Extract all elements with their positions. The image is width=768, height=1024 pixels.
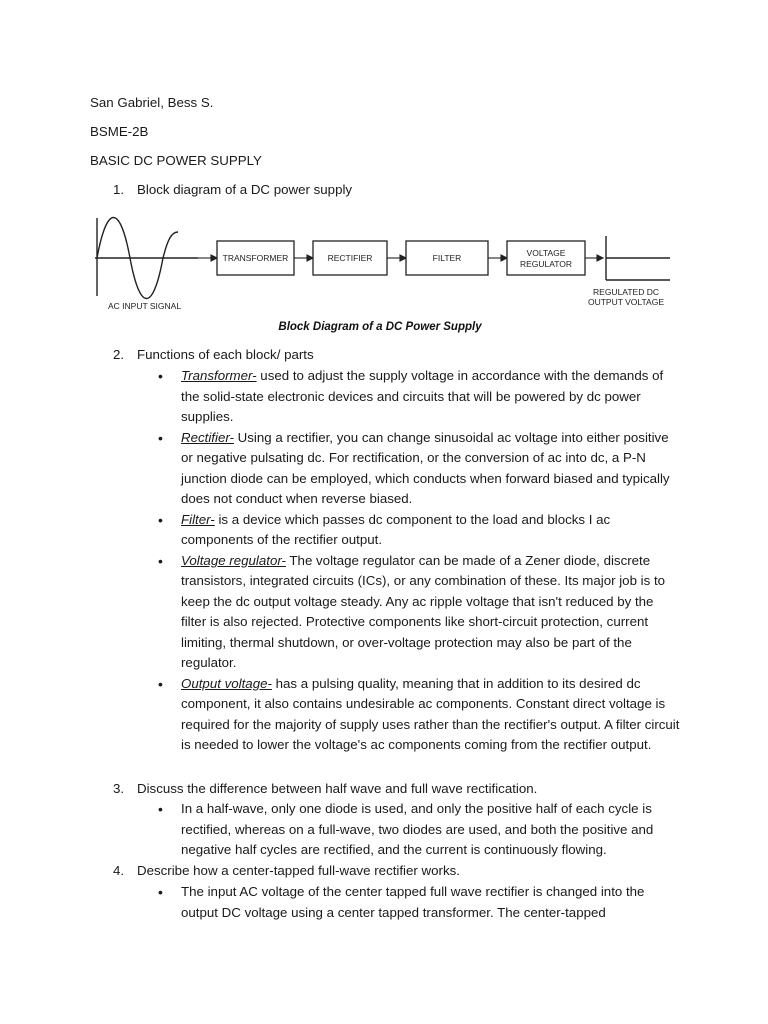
answer-text: In a half-wave, only one diode is used, and only the positive half of each cycle is rectified, whereas on a full-wave, two diodes are used, and both the positive and negative half cycles are rectified, and the current is continuously flowing. <box>181 801 654 857</box>
term-rectifier: Rectifier- <box>181 429 234 445</box>
question-3 <box>113 779 537 800</box>
list-item <box>158 428 682 510</box>
q3-answer-list <box>158 799 682 861</box>
arrow-icon <box>501 255 507 261</box>
filter-label: FILTER <box>432 253 462 263</box>
bullet-icon: • <box>158 429 163 446</box>
question-number: 3. <box>113 781 125 796</box>
bullet-icon: • <box>158 552 163 569</box>
bullet-icon: • <box>158 884 163 900</box>
list-item <box>158 510 682 551</box>
q4-answer-list <box>158 882 682 923</box>
question-text: Functions of each block/ parts <box>137 347 314 362</box>
list-item <box>158 882 682 923</box>
question-2 <box>113 345 314 366</box>
answer-text: The input AC voltage of the center tapped full wave rectifier is changed into the output DC voltage using a center tapped transformer. The center-tapped <box>181 884 645 920</box>
dc-output-graph <box>606 236 670 280</box>
output-label-line-1: REGULATED DC <box>593 287 659 297</box>
definition-text: Using a rectifier, you can change sinusoidal ac voltage into either positive or negative pulsating dc. For rectification, or the conversion of ac into dc, a P-N junction diode can be employed, which conducts when forward biased and typically does not conduct when reverse biased. <box>181 429 670 506</box>
arrow-icon <box>597 255 603 261</box>
question-text: Discuss the difference between half wave and full wave rectification. <box>137 781 538 796</box>
question-4 <box>113 861 460 882</box>
author-name: San Gabriel, Bess S. <box>90 95 214 110</box>
definition-text: has a pulsing quality, meaning that in addition to its desired dc component, it also contains undesirable ac components. Constant direct voltage is required for the majority of supply uses rather than the rectifier's output. A filter circuit is needed to lower the voltage's ac components coming from the rectifier output. <box>181 675 680 752</box>
ac-input-label: AC INPUT SIGNAL <box>108 301 182 311</box>
term-filter: Filter- <box>181 511 215 527</box>
transformer-label: TRANSFORMER <box>222 253 289 263</box>
definition-text: The voltage regulator can be made of a Zener diode, discrete transistors, integrated circuits (ICs), or any combination of these. Its major job is to keep the dc output voltage steady. Any ac ripple voltage that isn't reduced by the filter is also rejected. Protective components like short-circuit protection, current limiting, thermal shutdown, or over-voltage protection may also be part of the regulator. <box>181 552 666 670</box>
list-item <box>158 799 682 861</box>
term-transformer: Transformer- <box>181 368 257 383</box>
list-item <box>158 674 682 756</box>
term-voltage-regulator: Voltage regulator- <box>181 552 286 568</box>
question-number: 1. <box>113 182 125 197</box>
voltage-regulator-block <box>507 241 585 275</box>
question-text: Describe how a center-tapped full-wave rectifier works. <box>137 863 460 878</box>
class-section: BSME-2B <box>90 124 149 139</box>
diagram-caption: Block Diagram of a DC Power Supply <box>278 321 482 333</box>
functions-list <box>158 366 682 756</box>
list-item <box>158 551 682 674</box>
question-number: 4. <box>113 863 125 878</box>
list-item <box>158 366 682 428</box>
rectifier-label: RECTIFIER <box>327 253 373 263</box>
output-label-line-2: OUTPUT VOLTAGE <box>587 297 665 307</box>
term-output-voltage: Output voltage- <box>181 675 272 691</box>
definition-text: used to adjust the supply voltage in accordance with the demands of the solid-state electronic devices and circuits that will be powered by dc power supplies. <box>181 368 664 424</box>
definition-text: is a device which passes dc component to the load and blocks I ac components of the rectifier output. <box>181 511 611 547</box>
arrow-icon <box>400 255 406 261</box>
question-number: 2. <box>113 347 125 362</box>
arrow-icon <box>307 255 313 261</box>
bullet-icon: • <box>158 675 163 692</box>
voltage-label: VOLTAGE <box>526 248 566 258</box>
question-text: Block diagram of a DC power supply <box>137 182 353 197</box>
bullet-icon: • <box>158 368 163 384</box>
bullet-icon: • <box>158 511 163 528</box>
ac-sine-wave <box>95 218 198 299</box>
block-diagram <box>90 214 680 336</box>
question-1 <box>113 180 352 201</box>
arrow-icon <box>211 255 217 261</box>
document-title: BASIC DC POWER SUPPLY <box>90 153 262 168</box>
regulator-label: REGULATOR <box>519 259 573 269</box>
bullet-icon: • <box>158 801 163 817</box>
